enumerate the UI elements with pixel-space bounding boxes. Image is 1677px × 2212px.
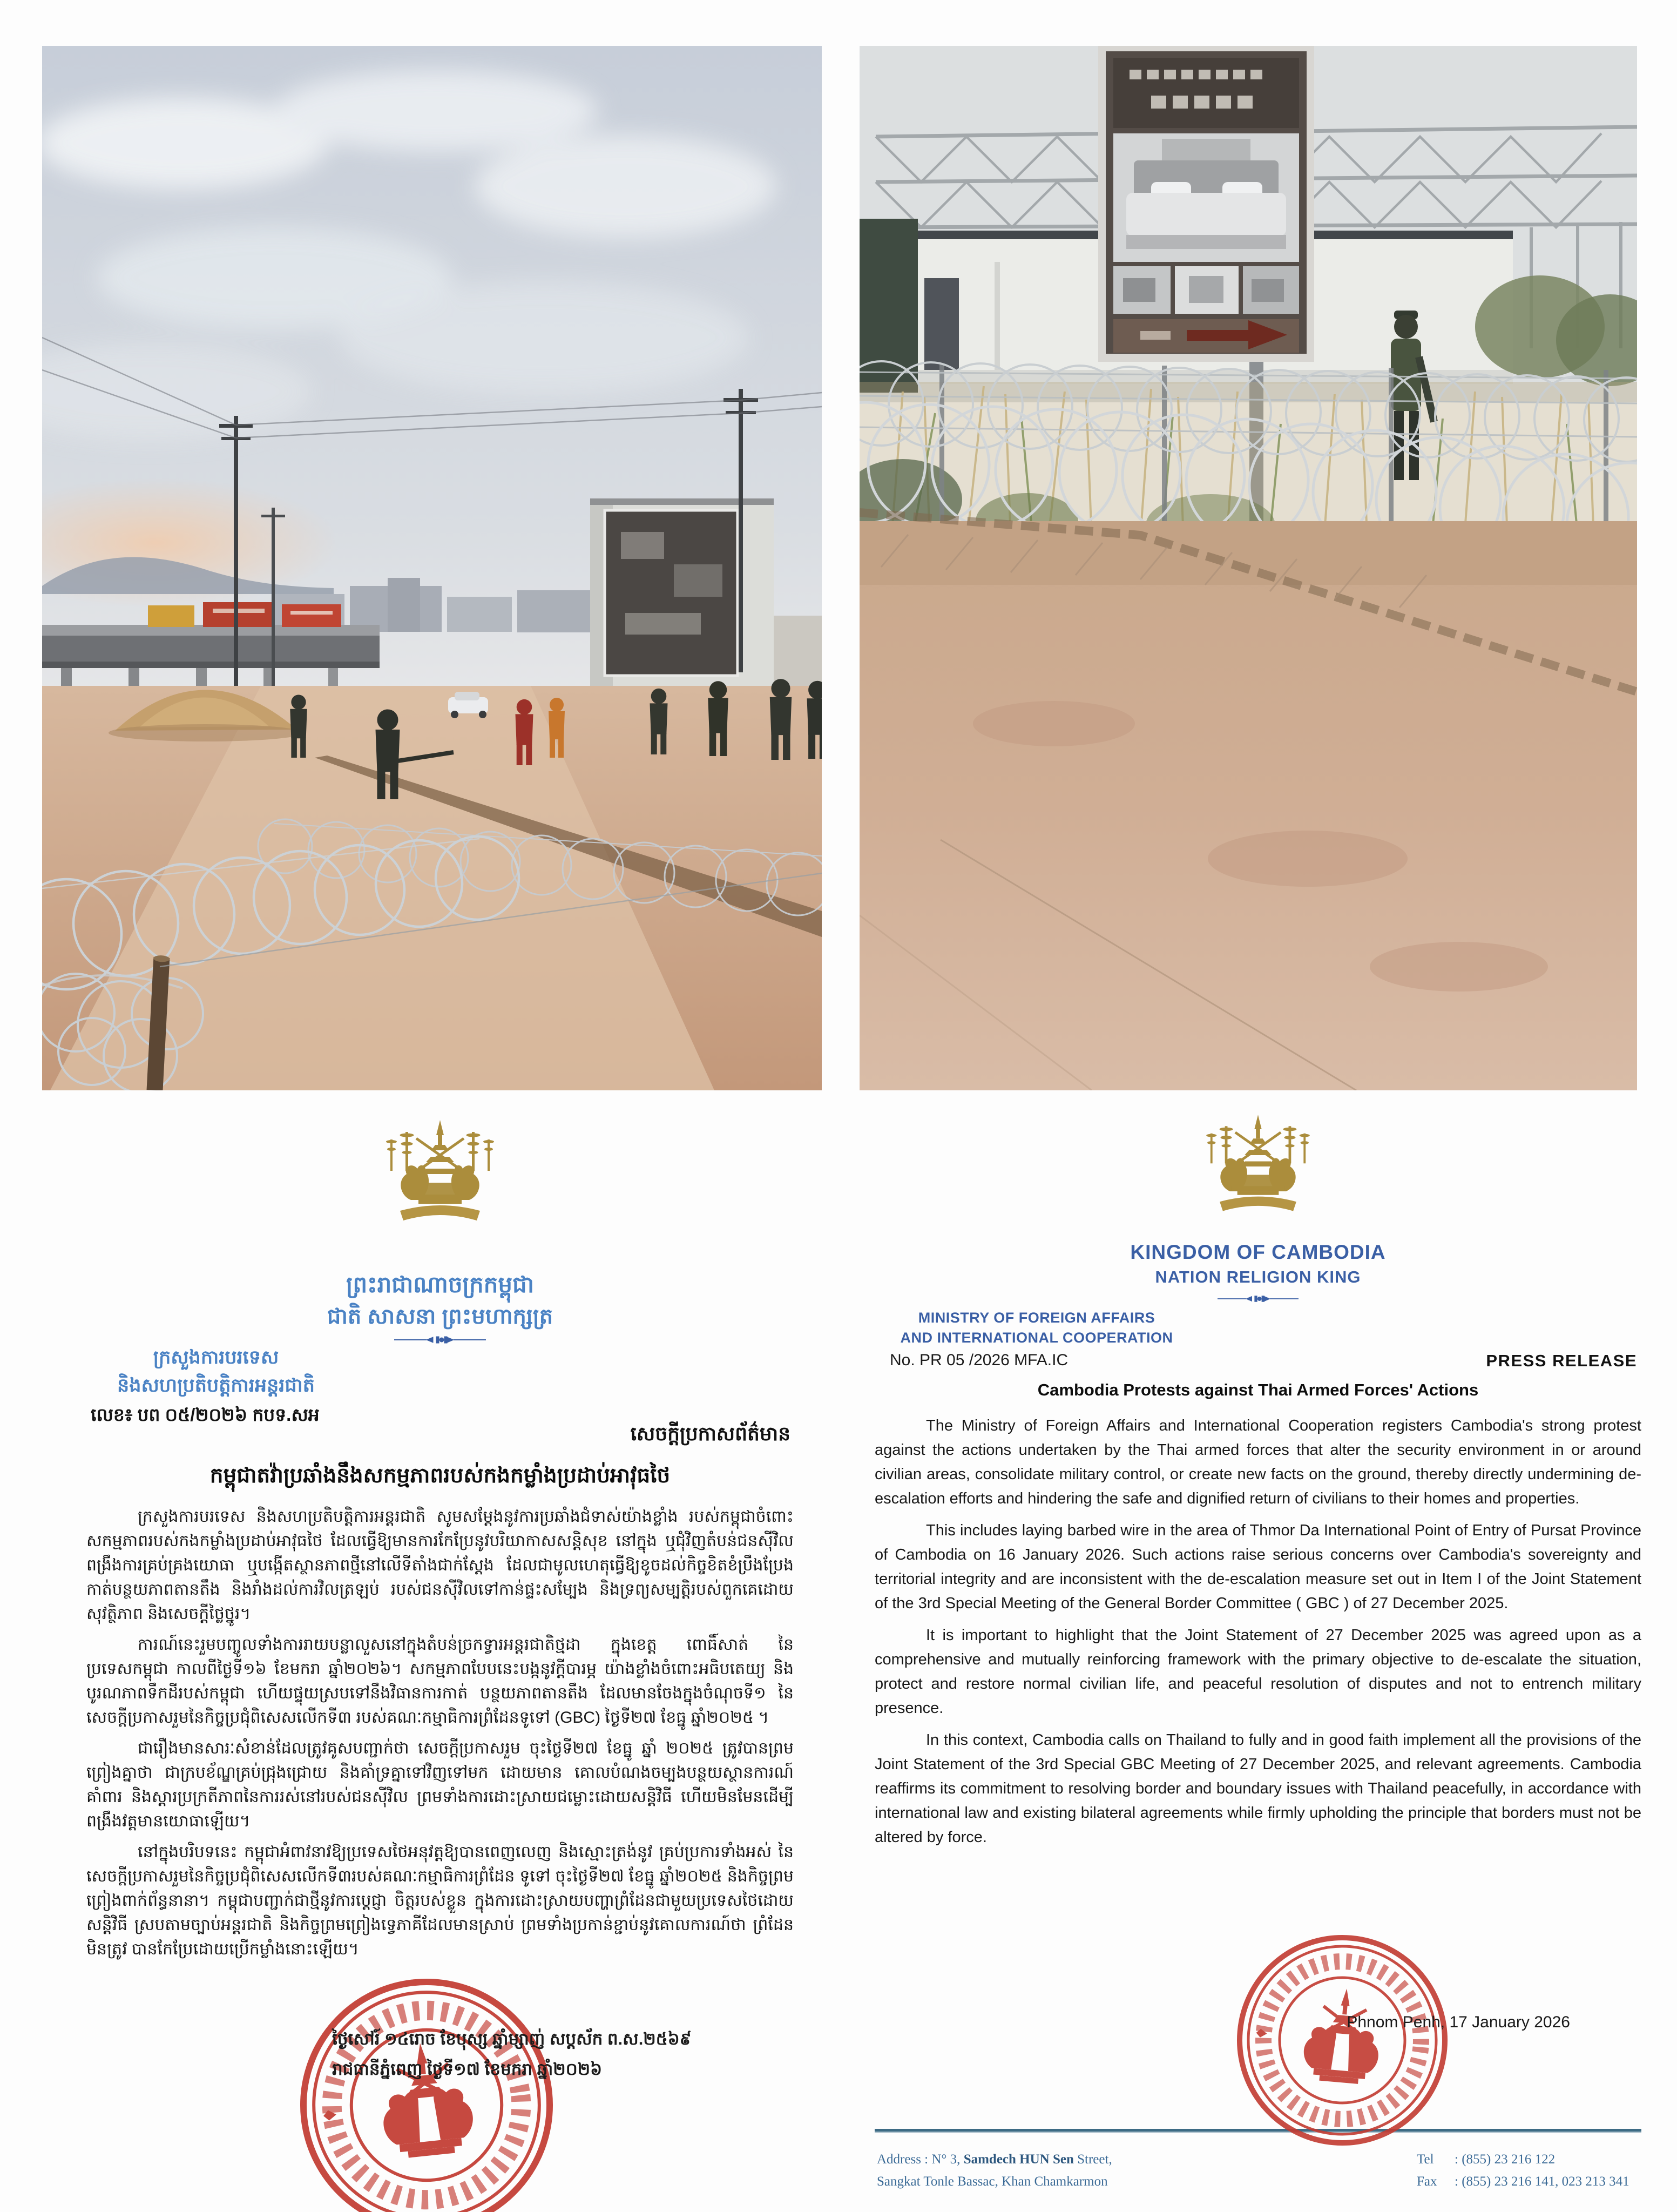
- press-release-label-english: PRESS RELEASE: [1486, 1351, 1637, 1370]
- english-press-release-page: [875, 1107, 1641, 2212]
- sign-bed-photo: [1113, 133, 1299, 262]
- fax-line: Fax : (855) 23 216 141, 023 213 341: [1417, 2174, 1629, 2189]
- royal-arms-emblem-icon: [375, 1118, 505, 1231]
- road: [860, 521, 1637, 1090]
- kingdom-line-english: KINGDOM OF CAMBODIA: [1130, 1241, 1386, 1263]
- paragraph: The Ministry of Foreign Affairs and International Cooperation registers Cambodia's strong protest against the actions undertaken by the Thai armed forces that alter the security environment in or around civilian areas, consolidate military control, or create new facts on the ground, thereby directly undermining de-escalation efforts and hindering the safe and dignified return of civilians to their homes and properties.: [875, 1417, 1641, 1507]
- address-line2: Sangkat Tonle Bassac, Khan Chamkarmon: [877, 2174, 1108, 2189]
- reference-number-english: No. PR 05 /2026 MFA.IC: [890, 1351, 1069, 1369]
- paragraph: នៅក្នុងបរិបទនេះ កម្ពុជាអំពាវនាវឱ្យប្រទេសថៃអនុវត្តឱ្យបានពេញលេញ និងស្មោះត្រង់នូវ គ្រប់ប្រការទាំងអស់ នៃសេចក្តីប្រកាសរួមនៃកិច្ចប្រជុំពិសេសលើកទី៣របស់គណៈកម្មាធិការព្រំដែន ទូទៅ ចុះថ្ងៃទី២៧ ខែធ្នូ ឆ្នាំ២០២៥ និងកិច្ចព្រមព្រៀងពាក់ព័ន្ធនានា។ កម្ពុជាបញ្ជាក់ជាថ្មីនូវការប្តេជ្ញា ចិត្តរបស់ខ្លួន ក្នុងការដោះស្រាយបញ្ហាព្រំដែនជាមួយប្រទេសថៃដោយសន្តិវិធី ស្របតាមច្បាប់អន្តរជាតិ និងកិច្ចព្រមព្រៀងទ្វេភាគីដែលមានស្រាប់ ព្រមទាំងប្រកាន់ខ្ជាប់នូវគោលការណ៍ថា ព្រំដែនមិនត្រូវ បានកែប្រែដោយប្រើកម្លាំងនោះឡើយ។: [86, 1843, 794, 1958]
- paragraph: ជារឿងមានសារៈសំខាន់ដែលត្រូវគូសបញ្ជាក់ថា សេចក្តីប្រកាសរួម ចុះថ្ងៃទី២៧ ខែធ្នូ ឆ្នាំ ២០២៥ ត្រូវបានព្រមព្រៀងគ្នាថា ជាក្របខ័ណ្ឌគ្រប់ជ្រុងជ្រោយ និងគាំទ្រគ្នាទៅវិញទៅមក ដោយមាន គោលបំណងចម្បងបន្ថយស្ថានការណ៍ គាំពារ និងស្តារប្រក្រតីភាពនៃការរស់នៅរបស់ជនស៊ីវិល ព្រមទាំងការដោះស្រាយជម្លោះដោយសន្តិវិធី ហើយមិនមែនដើម្បីពង្រឹងវត្តមានយោធាឡើយ។: [86, 1739, 794, 1830]
- royal-arms-emblem-icon: [1196, 1112, 1320, 1222]
- ministry-line1-english: MINISTRY OF FOREIGN AFFAIRS: [918, 1310, 1155, 1326]
- paragraph: It is important to highlight that the Joint Statement of 27 December 2025 was agreed upon as a comprehensive and mutually reinforcing framework with the primary objective to de-escalate the situation, protect and restore normal civilian life, and peaceful resolution of disputes and not to entrench military presence.: [875, 1627, 1641, 1717]
- ministry-block-khmer: [86, 1344, 346, 1400]
- roadside-signs: [148, 602, 341, 627]
- green-shed: [860, 219, 918, 393]
- document-title-khmer: កម្ពុជាតវ៉ាប្រឆាំងនឹងសកម្មភាពរបស់កងកម្លាំងប្រដាប់អាវុធថៃ: [209, 1464, 671, 1487]
- ministry-line1-khmer: ក្រសួងការបរទេស: [153, 1347, 279, 1368]
- press-release-label-khmer: សេចក្តីប្រកាសព័ត៌មាន: [630, 1422, 790, 1445]
- paragraph: ក្រសួងការបរទេស និងសហប្រតិបត្តិការអន្តរជាតិ សូមសម្តែងនូវការប្រឆាំងជំទាស់យ៉ាងខ្លាំង របស់កម្ពុជាចំពោះសកម្មភាពរបស់កងកម្លាំងប្រដាប់អាវុធថៃ ដែលធ្វើឱ្យមានការកែប្រែនូវបរិយាកាសសន្តិសុខ នៅក្នុង ឬជុំវិញតំបន់ជនស៊ីវិល ពង្រឹងការគ្រប់គ្រងយោធា ឬបង្កើតស្ថានភាពថ្មីនៅលើទីតាំងជាក់ស្តែង ដែលជាមូលហេតុធ្វើឱ្យខូចដល់កិច្ចខិតខំប្រឹងប្រែងកាត់បន្ថយភាពតានតឹង និងរាំងដល់ការវិលត្រឡប់ របស់ជនស៊ីវិលទៅកាន់ផ្ទះសម្បែង និងទ្រព្យសម្បត្តិរបស់ពួកគេដោយសុវត្ថិភាព និងសេចក្តីថ្លៃថ្នូរ។: [86, 1508, 794, 1623]
- khmer-press-release-page: [86, 1112, 794, 2212]
- sign-arrow-strip: [1113, 319, 1299, 353]
- divider-ornament-icon: [1218, 1293, 1299, 1304]
- body-text-khmer: [86, 1505, 794, 1968]
- address-block: [877, 2148, 1287, 2193]
- date-place-line: Phnom Penh, 17 January 2026: [1347, 2013, 1570, 2031]
- sign-thumbnails: [1113, 266, 1299, 314]
- ministry-seal-icon: [284, 1963, 569, 2212]
- paragraph: ការណ៍នេះរួមបញ្ចូលទាំងការរាយបន្លាលួសនៅក្នុងតំបន់ច្រកទ្វារអន្តរជាតិថ្មដា ក្នុងខេត្ត ពោធិ៍សាត់ នៃប្រទេសកម្ពុជា កាលពីថ្ងៃទី១៦ ខែមករា ឆ្នាំ២០២៦។ សកម្មភាពបែបនេះបង្កនូវក្តីបារម្ភ យ៉ាងខ្លាំងចំពោះអធិបតេយ្យ និងបូរណភាពទឹកដីរបស់កម្ពុជា ហើយផ្ទុយស្របទៅនឹងវិធានការកាត់ បន្ថយភាពតានតឹង ដែលមានចែងក្នុងចំណុចទី១ នៃសេចក្តីប្រកាសរួមនៃកិច្ចប្រជុំពិសេសលើកទី៣ របស់គណៈកម្មាធិការព្រំដែនទូទៅ (GBC) ថ្ងៃទី២៧ ខែធ្នូ ឆ្នាំ២០២៥ ។: [86, 1636, 794, 1727]
- motto-line-english: NATION RELIGION KING: [1155, 1267, 1361, 1286]
- document-title-english: Cambodia Protests against Thai Armed Forces' Actions: [1037, 1380, 1479, 1399]
- body-text-english: [875, 1414, 1641, 1857]
- kingdom-line-khmer: ព្រះរាជាណាចក្រកម្ពុជា: [346, 1272, 535, 1297]
- divider-ornament-icon: [394, 1334, 486, 1346]
- ministry-seal-icon: [1225, 1923, 1459, 2157]
- border-razor-wire-photo-left: [42, 46, 822, 1090]
- lunar-date-line: ថ្ងៃសៅរ៍ ១៤រោច ខែបុស្ស ឆ្នាំម្សាញ់ សប្តស័ក ព.ស.២៥៦៩: [332, 2029, 692, 2048]
- date-block-khmer: [332, 2024, 692, 2085]
- ministry-line2-khmer: និងសហប្រតិបត្តិការអន្តរជាតិ: [117, 1375, 315, 1396]
- photo-right-graphic: [860, 46, 1637, 1090]
- ministry-line2-english: AND INTERNATIONAL COOPERATION: [900, 1330, 1173, 1346]
- border-razor-wire-photo-right: [860, 46, 1637, 1090]
- reference-number-khmer: លេខ៖ បព ០៥/២០២៦ កបទ.សអ: [91, 1405, 320, 1425]
- address-line1: Address : N° 3, Samdech HUN Sen Street,: [877, 2152, 1112, 2167]
- photo-left-graphic: [42, 46, 822, 1090]
- ministry-block-english: [875, 1308, 1199, 1348]
- tel-line: Tel : (855) 23 216 122: [1417, 2152, 1556, 2167]
- paragraph: In this context, Cambodia calls on Thailand to fully and in good faith implement all the provisions of the Joint Statement of the 3rd Special GBC Meeting of 27 December 2025, and relevant agreements. Cambodia reaffirms its commitment to resolving border and boundary issues with Thailand peacefully, in accordance with international law and existing bilateral agreements while firmly upholding the principle that borders must not be altered by force.: [875, 1731, 1641, 1846]
- dirt-strip: [860, 521, 1637, 585]
- motto-line-khmer: ជាតិ សាសនា ព្រះមហាក្សត្រ: [327, 1305, 553, 1328]
- telephone-fax-block: [1417, 2148, 1629, 2193]
- gregorian-date-line: រាជធានីភ្នំពេញ ថ្ងៃទី១៧ ខែមករា ឆ្នាំ២០២៦: [332, 2060, 603, 2079]
- paragraph: This includes laying barbed wire in the area of Thmor Da International Point of Entry of Pursat Province of Cambodia on 16 January 2026. Such actions raise serious concerns over Cambodia's sovereignty and territorial integrity and are inconsistent with the de-escalation measure set out in Item I of the Joint Statement of the 3rd Special Meeting of the General Border Committee ( GBC ) of 27 December 2025.: [875, 1522, 1641, 1612]
